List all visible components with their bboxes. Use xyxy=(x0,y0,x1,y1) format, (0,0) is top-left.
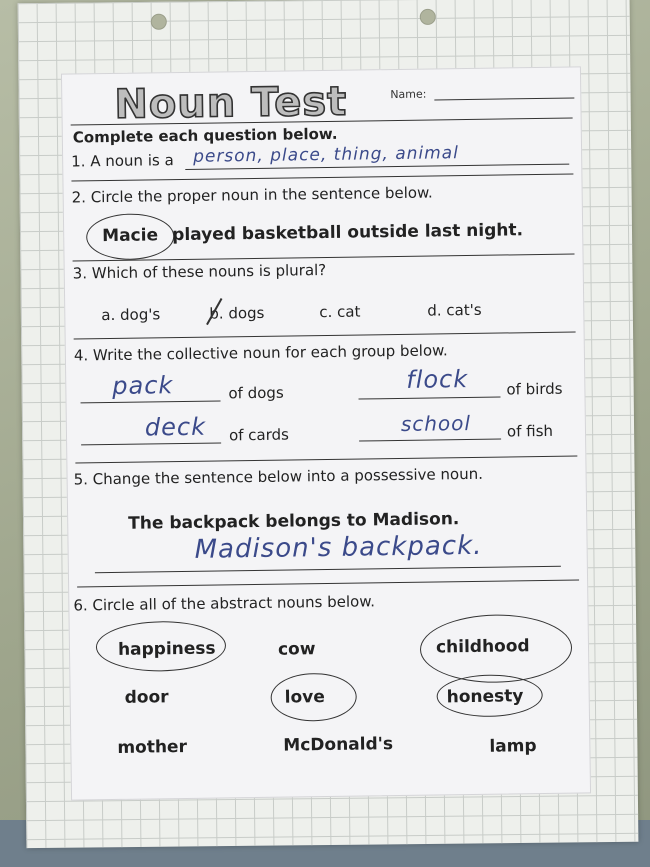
worksheet xyxy=(61,66,591,800)
q3-prompt: 3. Which of these nouns is plural? xyxy=(72,260,327,283)
q4-label: of cards xyxy=(228,425,290,445)
binder-hole xyxy=(420,9,436,25)
q6-prompt: 6. Circle all of the abstract nouns below. xyxy=(73,592,376,615)
divider xyxy=(75,455,577,463)
q6-word: mother xyxy=(117,736,188,758)
q4-answer: school xyxy=(400,410,472,436)
instructions: Complete each question below. xyxy=(72,124,338,147)
q1-prompt: 1. A noun is a xyxy=(71,151,174,171)
q6-word: McDonald's xyxy=(283,734,394,756)
divider xyxy=(74,332,576,340)
q4-label: of fish xyxy=(506,421,554,441)
q1-answer: person, place, thing, animal xyxy=(192,143,460,167)
q5-answer: Madison's backpack. xyxy=(194,530,483,565)
worksheet-title: Noun Test xyxy=(114,78,348,128)
q4-answer: pack xyxy=(112,371,174,400)
q4-blank xyxy=(359,439,501,442)
q6-word: childhood xyxy=(435,636,530,658)
q4-blank xyxy=(81,400,221,403)
q4-answer: flock xyxy=(406,365,469,394)
q3-option: c. cat xyxy=(319,302,361,322)
q2-circled-word: Macie xyxy=(102,225,159,247)
q5-blank xyxy=(95,566,561,574)
name-line xyxy=(434,97,574,100)
q6-word: love xyxy=(284,687,325,708)
q2-sentence-rest: played basketball outside last night. xyxy=(172,220,524,246)
q4-blank xyxy=(359,397,501,400)
name-label: Name: xyxy=(390,87,427,102)
q4-label: of birds xyxy=(506,379,563,399)
q3-option: b. dogs xyxy=(209,303,265,323)
q6-word: cow xyxy=(277,639,316,660)
q3-option: a. dog's xyxy=(101,305,161,325)
q5-prompt: 5. Change the sentence below into a possessive noun. xyxy=(73,464,484,489)
q4-prompt: 4. Write the collective noun for each group below. xyxy=(73,341,448,365)
q5-sentence: The backpack belongs to Madison. xyxy=(128,509,460,534)
divider xyxy=(71,174,573,182)
binder-hole xyxy=(151,14,167,30)
q4-answer: deck xyxy=(144,412,207,442)
q6-word: door xyxy=(124,687,169,708)
q6-word: lamp xyxy=(489,736,537,757)
q6-word: honesty xyxy=(446,686,524,708)
q2-prompt: 2. Circle the proper noun in the sentence below. xyxy=(71,183,433,207)
q6-word: happiness xyxy=(117,638,216,660)
q3-option: d. cat's xyxy=(427,300,482,320)
q4-blank xyxy=(81,442,221,445)
q4-label: of dogs xyxy=(228,383,284,403)
divider xyxy=(77,579,579,587)
